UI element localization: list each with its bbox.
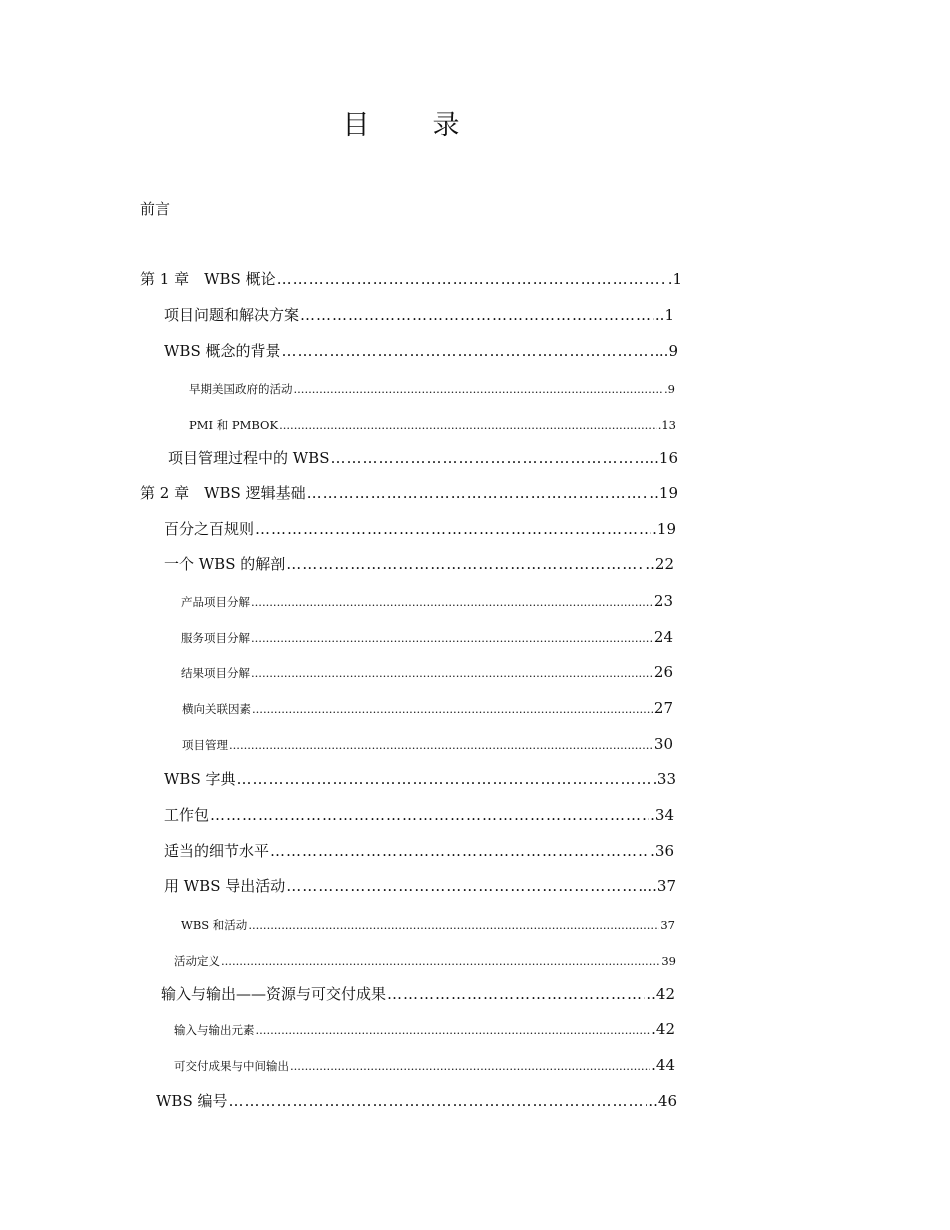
toc-entry-label: 横向关联因素: [182, 702, 251, 716]
toc-dot-leader: [237, 768, 656, 790]
toc-entry-page: ..42: [646, 985, 675, 1003]
toc-entry-chapter-2[interactable]: [140, 482, 678, 504]
toc-entry-subsection[interactable]: [181, 626, 673, 649]
toc-entry-section[interactable]: [164, 340, 678, 362]
toc-dot-leader: [387, 983, 645, 1005]
toc-entry-subsection[interactable]: [174, 1054, 675, 1077]
toc-dot-leader: [279, 414, 657, 436]
toc-entry-label: WBS 概念的背景: [164, 342, 281, 360]
toc-entry-label: WBS 编号: [156, 1092, 228, 1110]
toc-entry-label: 产品项目分解: [181, 595, 250, 609]
toc-entry-page: .42: [651, 1020, 675, 1038]
toc-entry-section[interactable]: [164, 553, 674, 575]
toc-dot-leader: [331, 447, 644, 469]
toc-dot-leader: [256, 1019, 651, 1041]
toc-dot-leader: [252, 698, 653, 720]
toc-entry-section[interactable]: [168, 447, 678, 469]
toc-dot-leader: [286, 875, 641, 897]
toc-entry-section[interactable]: [164, 768, 676, 790]
toc-entry-subsection[interactable]: [182, 733, 673, 756]
toc-entry-page: .13: [657, 418, 676, 432]
toc-entry-label: 输入与输出元素: [174, 1023, 255, 1037]
toc-entry-page: 27: [653, 699, 673, 717]
toc-dot-leader: [221, 950, 660, 972]
toc-entry-page: .1: [667, 270, 682, 288]
toc-entry-label: WBS 和活动: [181, 918, 248, 932]
toc-entry-label: 工作包: [164, 806, 210, 824]
toc-entry-label: 适当的细节水平: [164, 842, 270, 860]
toc-entry-page: ...16: [644, 449, 678, 467]
toc-entry-page: 37: [660, 918, 675, 932]
toc-entry-page: ..9: [658, 342, 678, 360]
toc-entry-page: 24: [653, 628, 673, 646]
toc-entry-page: .44: [651, 1056, 675, 1074]
toc-entry-subsection[interactable]: [181, 590, 673, 613]
toc-entry-subsection[interactable]: [174, 1018, 675, 1041]
toc-dot-leader: [290, 1055, 650, 1077]
toc-entry-label: 输入与输出——资源与可交付成果: [161, 985, 387, 1003]
toc-entry-page: 30: [653, 735, 673, 753]
toc-entry-page: .36: [650, 842, 674, 860]
toc-entry-section[interactable]: [164, 875, 676, 897]
toc-entry-label: 用 WBS 导出活动: [164, 877, 286, 895]
toc-entry-subsection[interactable]: [181, 914, 675, 936]
toc-entry-page: 26: [653, 663, 673, 681]
toc-entry-page: .19: [652, 520, 676, 538]
toc-dot-leader: [255, 518, 651, 540]
toc-entry-section[interactable]: [164, 804, 674, 826]
toc-entry-section[interactable]: [164, 518, 676, 540]
toc-entry-subsection[interactable]: [181, 661, 673, 684]
toc-entry-label: 项目问题和解决方案: [164, 306, 300, 324]
toc-dot-leader: [300, 304, 654, 326]
toc-entry-chapter-1[interactable]: [140, 268, 682, 290]
toc-entry-label: 项目管理过程中的 WBS: [168, 449, 330, 467]
toc-entry-label: 可交付成果与中间输出: [174, 1059, 289, 1073]
toc-entry-section[interactable]: [161, 983, 675, 1005]
toc-entry-page: ...37: [642, 877, 676, 895]
toc-entry-page: .34: [650, 806, 674, 824]
toc-entry-label: 第 2 章 WBS 逻辑基础: [140, 484, 306, 502]
toc-entry-subsection[interactable]: [174, 950, 676, 972]
toc-entry-page: ..1: [654, 306, 674, 324]
toc-entry-subsection[interactable]: [189, 414, 676, 436]
toc-entry-label: 百分之百规则: [164, 520, 255, 538]
toc-entry-label: 早期美国政府的活动: [189, 382, 293, 396]
toc-dot-leader: [282, 340, 658, 362]
toc-entry-page: 39: [661, 954, 676, 968]
toc-dot-leader: [251, 591, 653, 613]
toc-dot-leader: [248, 914, 659, 936]
toc-entry-section[interactable]: [164, 304, 674, 326]
toc-entry-label: WBS 字典: [164, 770, 236, 788]
toc-dot-leader: [307, 482, 649, 504]
toc-entry-label: 第 1 章 WBS 概论: [140, 270, 276, 288]
preface-heading: 前言: [140, 200, 171, 218]
toc-entry-label: 结果项目分解: [181, 666, 250, 680]
toc-entry-label: 项目管理: [182, 738, 228, 752]
toc-dot-leader: [251, 662, 653, 684]
toc-dot-leader: [270, 840, 649, 862]
toc-dot-leader: [229, 1090, 648, 1112]
page-title: 目 录: [342, 110, 478, 141]
toc-entry-page: ..19: [649, 484, 678, 502]
toc-entry-label: 一个 WBS 的解剖: [164, 555, 286, 573]
toc-entry-subsection[interactable]: [182, 697, 673, 720]
toc-entry-section[interactable]: [156, 1090, 677, 1112]
toc-dot-leader: [229, 734, 653, 756]
toc-dot-leader: [210, 804, 649, 826]
toc-dot-leader: [294, 378, 664, 400]
toc-entry-subsection[interactable]: [189, 378, 675, 400]
toc-entry-page: ..46: [648, 1092, 677, 1110]
toc-entry-page: 23: [653, 592, 673, 610]
toc-entry-label: 活动定义: [174, 954, 220, 968]
toc-entry-page: 33: [656, 770, 676, 788]
toc-entry-page: ..22: [645, 555, 674, 573]
toc-entry-label: PMI 和 PMBOK: [189, 418, 279, 432]
toc-dot-leader: [251, 627, 653, 649]
toc-dot-leader: [286, 553, 644, 575]
toc-entry-section[interactable]: [164, 840, 674, 862]
toc-entry-page: .9: [664, 382, 675, 396]
toc-dot-leader: [277, 268, 667, 290]
toc-entry-label: 服务项目分解: [181, 631, 250, 645]
